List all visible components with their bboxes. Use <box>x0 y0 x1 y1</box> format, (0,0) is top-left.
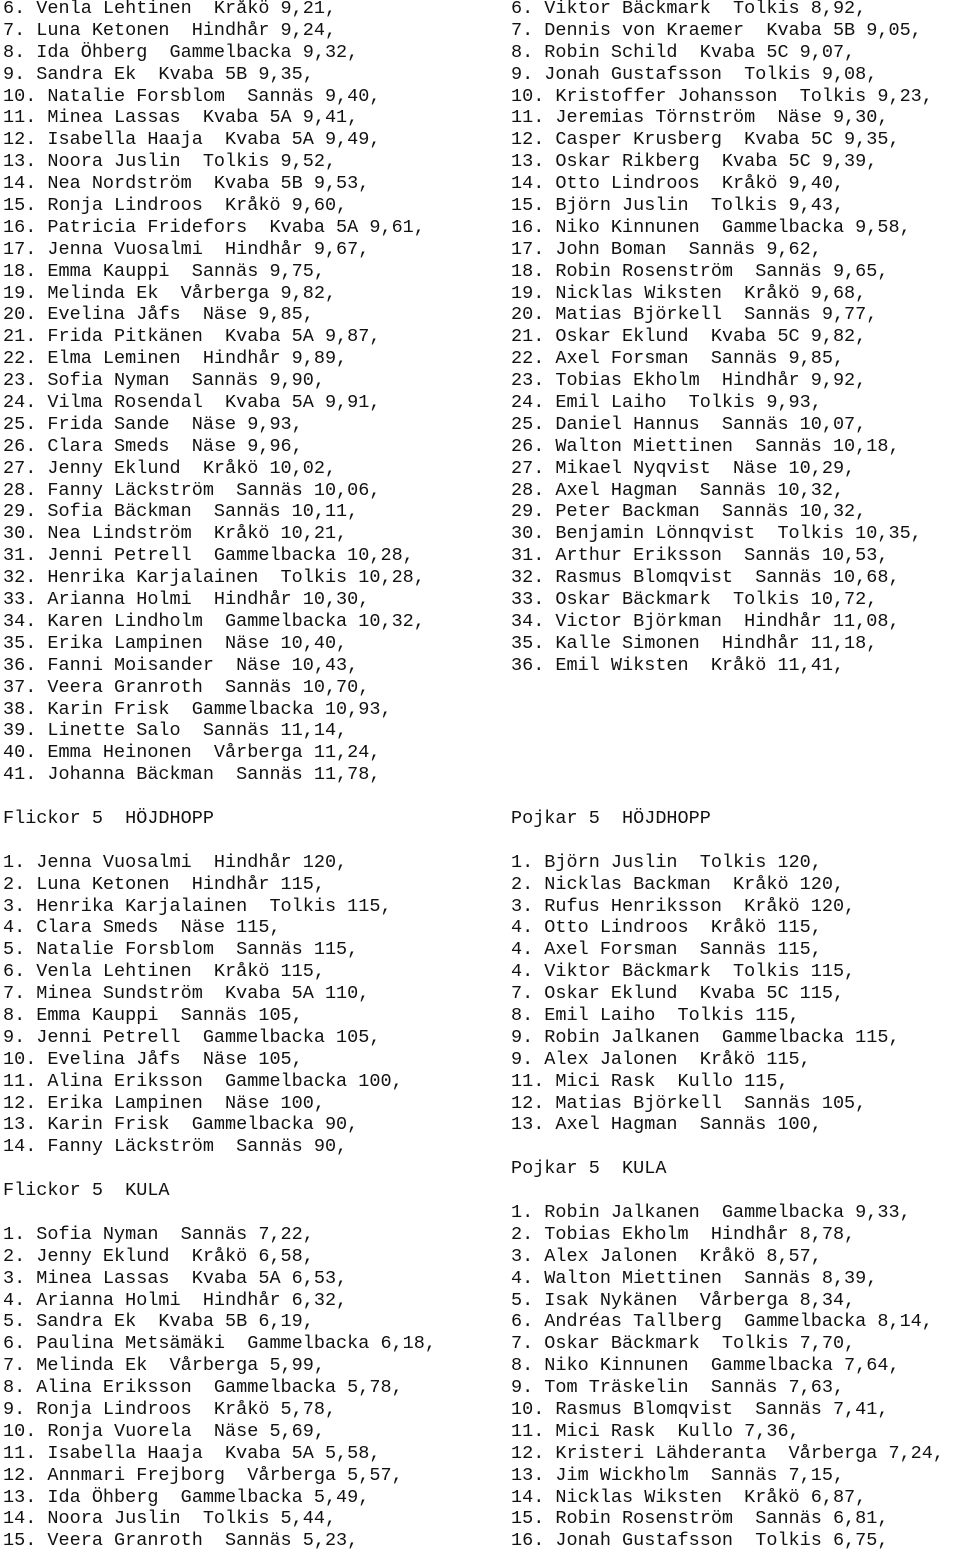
result-line: 28. Fanny Läckström Sannäs 10,06, <box>3 479 381 501</box>
result-line: 12. Casper Krusberg Kvaba 5C 9,35, <box>511 129 900 151</box>
result-line: 12. Annmari Frejborg Vårberga 5,57, <box>3 1464 403 1486</box>
blank-line <box>511 786 960 808</box>
blank-line <box>511 720 960 742</box>
result-line: 7. Oskar Eklund Kvaba 5C 115, <box>511 983 845 1005</box>
result-line: 3. Minea Lassas Kvaba 5A 6,53, <box>3 1267 348 1289</box>
result-line: 2. Tobias Ekholm Hindhår 8,78, <box>511 1223 856 1245</box>
result-line: 1. Robin Jalkanen Gammelbacka 9,33, <box>511 1201 911 1223</box>
result-line: 23. Tobias Ekholm Hindhår 9,92, <box>511 370 867 392</box>
result-line: 13. Karin Frisk Gammelbacka 90, <box>3 1114 359 1136</box>
result-line: 24. Vilma Rosendal Kvaba 5A 9,91, <box>3 392 381 414</box>
result-line: 10. Kristoffer Johansson Tolkis 9,23, <box>511 85 933 107</box>
result-line: 3. Rufus Henriksson Kråkö 120, <box>511 895 856 917</box>
blank-line <box>3 786 503 808</box>
result-line: 20. Matias Björkell Sannäs 9,77, <box>511 304 878 326</box>
result-line: 30. Benjamin Lönnqvist Tolkis 10,35, <box>511 523 922 545</box>
result-line: 7. Minea Sundström Kvaba 5A 110, <box>3 983 370 1005</box>
result-line: 4. Otto Lindroos Kråkö 115, <box>511 917 822 939</box>
blank-line <box>511 1136 960 1158</box>
result-line: 6. Paulina Metsämäki Gammelbacka 6,18, <box>3 1333 436 1355</box>
result-line: 26. Clara Smeds Näse 9,96, <box>3 435 303 457</box>
result-line: 11. Mici Rask Kullo 7,36, <box>511 1420 800 1442</box>
result-line: 6. Venla Lehtinen Kråkö 9,21, <box>3 0 337 19</box>
result-line: 25. Frida Sande Näse 9,93, <box>3 413 303 435</box>
result-line: 7. Melinda Ek Vårberga 5,99, <box>3 1355 325 1377</box>
result-line: 13. Oskar Rikberg Kvaba 5C 9,39, <box>511 151 878 173</box>
result-line: 1. Sofia Nyman Sannäs 7,22, <box>3 1223 314 1245</box>
result-line: 4. Viktor Bäckmark Tolkis 115, <box>511 961 856 983</box>
result-line: 31. Arthur Eriksson Sannäs 10,53, <box>511 545 889 567</box>
section-heading: Flickor 5 KULA <box>3 1180 170 1202</box>
result-line: 8. Niko Kinnunen Gammelbacka 7,64, <box>511 1355 900 1377</box>
result-line: 2. Nicklas Backman Kråkö 120, <box>511 873 845 895</box>
result-line: 14. Fanny Läckström Sannäs 90, <box>3 1136 348 1158</box>
result-line: 32. Rasmus Blomqvist Sannäs 10,68, <box>511 567 900 589</box>
result-line: 14. Nicklas Wiksten Kråkö 6,87, <box>511 1486 867 1508</box>
blank-line <box>511 1180 960 1202</box>
result-line: 8. Emil Laiho Tolkis 115, <box>511 1004 800 1026</box>
result-line: 13. Ida Öhberg Gammelbacka 5,49, <box>3 1486 370 1508</box>
result-line: 19. Melinda Ek Vårberga 9,82, <box>3 282 337 304</box>
result-line: 16. Patricia Fridefors Kvaba 5A 9,61, <box>3 216 425 238</box>
result-line: 10. Ronja Vuorela Näse 5,69, <box>3 1420 325 1442</box>
blank-line <box>3 830 503 852</box>
result-line: 4. Axel Forsman Sannäs 115, <box>511 939 822 961</box>
result-line: 17. John Boman Sannäs 9,62, <box>511 238 822 260</box>
result-line: 9. Jonah Gustafsson Tolkis 9,08, <box>511 63 878 85</box>
blank-line <box>511 764 960 786</box>
result-line: 31. Jenni Petrell Gammelbacka 10,28, <box>3 545 414 567</box>
result-line: 5. Natalie Forsblom Sannäs 115, <box>3 939 359 961</box>
result-line: 2. Jenny Eklund Kråkö 6,58, <box>3 1245 314 1267</box>
result-line: 6. Venla Lehtinen Kråkö 115, <box>3 961 325 983</box>
result-line: 10. Natalie Forsblom Sannäs 9,40, <box>3 85 381 107</box>
result-line: 33. Arianna Holmi Hindhår 10,30, <box>3 589 370 611</box>
result-line: 30. Nea Lindström Kråkö 10,21, <box>3 523 348 545</box>
result-line: 29. Peter Backman Sannäs 10,32, <box>511 501 867 523</box>
result-line: 14. Otto Lindroos Kråkö 9,40, <box>511 173 845 195</box>
result-line: 34. Victor Björkman Hindhår 11,08, <box>511 610 900 632</box>
result-line: 8. Ida Öhberg Gammelbacka 9,32, <box>3 41 359 63</box>
blank-line <box>3 1202 503 1224</box>
blank-line <box>511 699 960 721</box>
result-line: 7. Dennis von Kraemer Kvaba 5B 9,05, <box>511 19 922 41</box>
blank-line <box>3 1158 503 1180</box>
result-line: 40. Emma Heinonen Vårberga 11,24, <box>3 742 381 764</box>
result-line: 13. Jim Wickholm Sannäs 7,15, <box>511 1464 845 1486</box>
result-line: 36. Emil Wiksten Kråkö 11,41, <box>511 654 845 676</box>
result-line: 28. Axel Hagman Sannäs 10,32, <box>511 479 845 501</box>
result-line: 15. Ronja Lindroos Kråkö 9,60, <box>3 195 348 217</box>
result-line: 9. Tom Träskelin Sannäs 7,63, <box>511 1377 845 1399</box>
result-line: 24. Emil Laiho Tolkis 9,93, <box>511 392 822 414</box>
result-line: 11. Isabella Haaja Kvaba 5A 5,58, <box>3 1442 381 1464</box>
result-line: 9. Jenni Petrell Gammelbacka 105, <box>3 1026 381 1048</box>
result-line: 6. Viktor Bäckmark Tolkis 8,92, <box>511 0 867 19</box>
result-line: 15. Björn Juslin Tolkis 9,43, <box>511 195 845 217</box>
result-line: 4. Walton Miettinen Sannäs 8,39, <box>511 1267 878 1289</box>
result-line: 27. Mikael Nyqvist Näse 10,29, <box>511 457 856 479</box>
result-line: 9. Sandra Ek Kvaba 5B 9,35, <box>3 63 314 85</box>
result-line: 11. Alina Eriksson Gammelbacka 100, <box>3 1070 403 1092</box>
result-line: 14. Nea Nordström Kvaba 5B 9,53, <box>3 173 370 195</box>
result-line: 29. Sofia Bäckman Sannäs 10,11, <box>3 501 359 523</box>
result-line: 34. Karen Lindholm Gammelbacka 10,32, <box>3 610 425 632</box>
result-line: 4. Clara Smeds Näse 115, <box>3 917 281 939</box>
results-column-girls <box>3 0 503 1552</box>
result-line: 11. Mici Rask Kullo 115, <box>511 1070 789 1092</box>
result-line: 5. Sandra Ek Kvaba 5B 6,19, <box>3 1311 314 1333</box>
blank-line <box>511 677 960 699</box>
result-line: 19. Nicklas Wiksten Kråkö 9,68, <box>511 282 867 304</box>
result-line: 12. Matias Björkell Sannäs 105, <box>511 1092 867 1114</box>
result-line: 15. Veera Granroth Sannäs 5,23, <box>3 1530 359 1552</box>
result-line: 18. Emma Kauppi Sannäs 9,75, <box>3 260 325 282</box>
result-line: 12. Kristeri Lähderanta Vårberga 7,24, <box>511 1442 944 1464</box>
result-line: 25. Daniel Hannus Sannäs 10,07, <box>511 413 867 435</box>
result-line: 16. Niko Kinnunen Gammelbacka 9,58, <box>511 216 911 238</box>
result-line: 9. Robin Jalkanen Gammelbacka 115, <box>511 1026 900 1048</box>
section-heading: Pojkar 5 KULA <box>511 1158 667 1180</box>
result-line: 27. Jenny Eklund Kråkö 10,02, <box>3 457 337 479</box>
result-line: 5. Isak Nykänen Vårberga 8,34, <box>511 1289 856 1311</box>
result-line: 32. Henrika Karjalainen Tolkis 10,28, <box>3 567 425 589</box>
section-heading: Pojkar 5 HÖJDHOPP <box>511 807 711 829</box>
result-line: 16. Jonah Gustafsson Tolkis 6,75, <box>511 1530 889 1552</box>
result-line: 11. Jeremias Törnström Näse 9,30, <box>511 107 889 129</box>
result-line: 2. Luna Ketonen Hindhår 115, <box>3 873 325 895</box>
result-line: 23. Sofia Nyman Sannäs 9,90, <box>3 370 325 392</box>
result-line: 35. Kalle Simonen Hindhår 11,18, <box>511 632 878 654</box>
result-line: 22. Elma Leminen Hindhår 9,89, <box>3 348 348 370</box>
result-line: 7. Oskar Bäckmark Tolkis 7,70, <box>511 1333 856 1355</box>
result-line: 39. Linette Salo Sannäs 11,14, <box>3 720 348 742</box>
result-line: 33. Oskar Bäckmark Tolkis 10,72, <box>511 589 878 611</box>
result-line: 20. Evelina Jåfs Näse 9,85, <box>3 304 314 326</box>
results-column-boys <box>511 0 960 1552</box>
result-line: 11. Minea Lassas Kvaba 5A 9,41, <box>3 107 359 129</box>
result-line: 15. Robin Rosenström Sannäs 6,81, <box>511 1508 889 1530</box>
result-line: 3. Alex Jalonen Kråkö 8,57, <box>511 1245 822 1267</box>
result-line: 4. Arianna Holmi Hindhår 6,32, <box>3 1289 348 1311</box>
result-line: 12. Erika Lampinen Näse 100, <box>3 1092 325 1114</box>
result-line: 10. Evelina Jåfs Näse 105, <box>3 1048 303 1070</box>
result-line: 21. Oskar Eklund Kvaba 5C 9,82, <box>511 326 867 348</box>
result-line: 37. Veera Granroth Sannäs 10,70, <box>3 676 370 698</box>
blank-line <box>511 742 960 764</box>
result-line: 26. Walton Miettinen Sannäs 10,18, <box>511 435 900 457</box>
result-line: 7. Luna Ketonen Hindhår 9,24, <box>3 19 337 41</box>
result-line: 41. Johanna Bäckman Sannäs 11,78, <box>3 764 381 786</box>
section-heading: Flickor 5 HÖJDHOPP <box>3 807 214 829</box>
result-line: 18. Robin Rosenström Sannäs 9,65, <box>511 260 889 282</box>
result-line: 9. Ronja Lindroos Kråkö 5,78, <box>3 1399 337 1420</box>
result-line: 21. Frida Pitkänen Kvaba 5A 9,87, <box>3 326 381 348</box>
result-line: 8. Robin Schild Kvaba 5C 9,07, <box>511 41 856 63</box>
result-line: 22. Axel Forsman Sannäs 9,85, <box>511 348 845 370</box>
result-line: 8. Emma Kauppi Sannäs 105, <box>3 1004 303 1026</box>
result-line: 14. Noora Juslin Tolkis 5,44, <box>3 1508 337 1530</box>
result-line: 13. Noora Juslin Tolkis 9,52, <box>3 151 337 173</box>
result-line: 13. Axel Hagman Sannäs 100, <box>511 1114 822 1136</box>
result-line: 35. Erika Lampinen Näse 10,40, <box>3 632 348 654</box>
result-line: 17. Jenna Vuosalmi Hindhår 9,67, <box>3 238 370 260</box>
blank-line <box>511 830 960 852</box>
result-line: 6. Andréas Tallberg Gammelbacka 8,14, <box>511 1311 933 1333</box>
result-line: 38. Karin Frisk Gammelbacka 10,93, <box>3 698 392 720</box>
result-line: 36. Fanni Moisander Näse 10,43, <box>3 654 359 676</box>
result-line: 8. Alina Eriksson Gammelbacka 5,78, <box>3 1377 403 1399</box>
result-line: 9. Alex Jalonen Kråkö 115, <box>511 1048 811 1070</box>
result-line: 10. Rasmus Blomqvist Sannäs 7,41, <box>511 1399 889 1420</box>
result-line: 3. Henrika Karjalainen Tolkis 115, <box>3 895 392 917</box>
result-line: 1. Jenna Vuosalmi Hindhår 120, <box>3 851 348 873</box>
result-line: 12. Isabella Haaja Kvaba 5A 9,49, <box>3 129 381 151</box>
result-line: 1. Björn Juslin Tolkis 120, <box>511 851 822 873</box>
